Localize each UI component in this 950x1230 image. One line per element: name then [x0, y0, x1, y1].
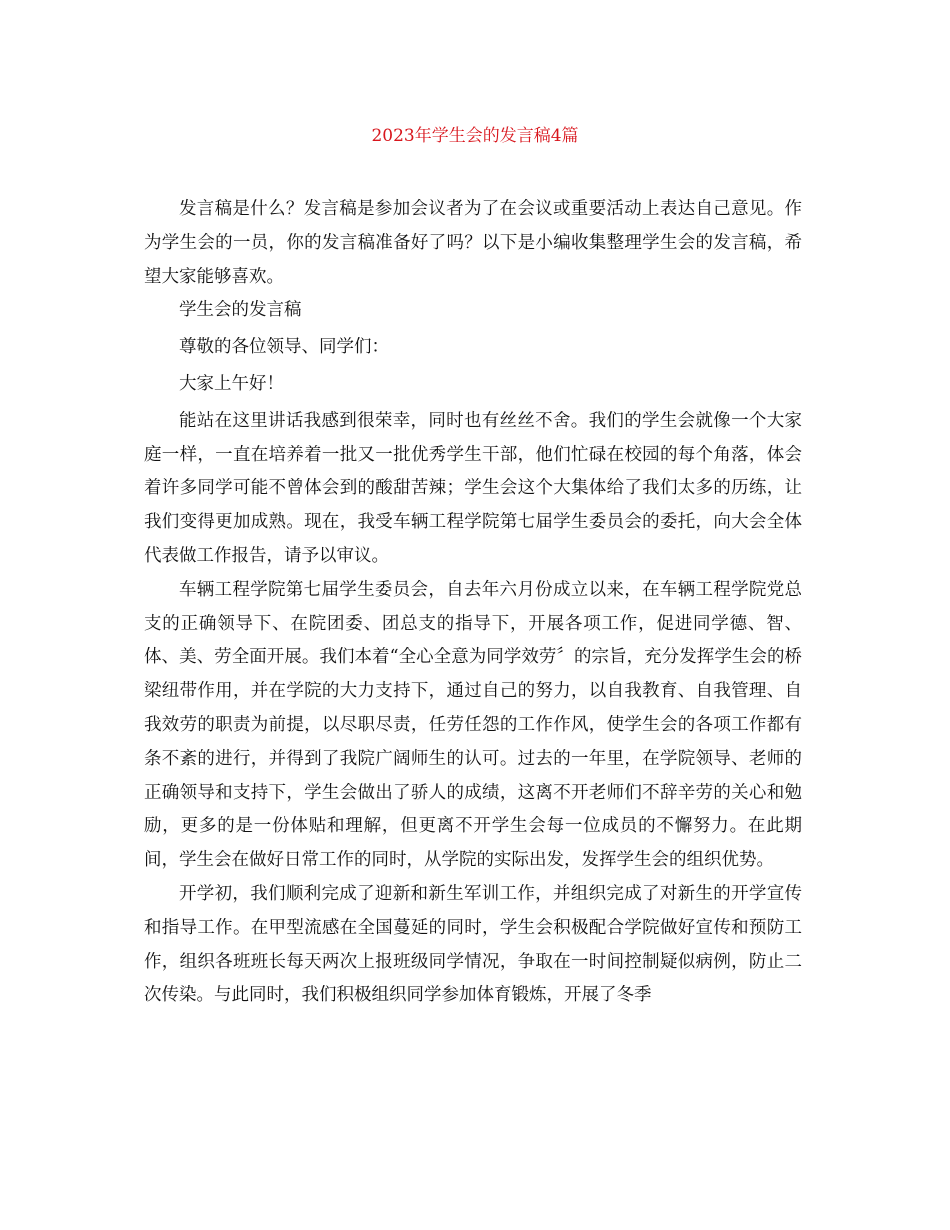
paragraph-body: 能站在这里讲话我感到很荣幸，同时也有丝丝不舍。我们的学生会就像一个大家庭一样，一直在培养着一批又一批优秀学生干部，他们忙碌在校园的每个角落，体会着许多同学可能不曾体会到的酸甜苦辣；学生会这个大集体给了我们太多的历练，让我们变得更加成熟。现在，我受车辆工程学院第七届学生委员会的委托，向大会全体代表做工作报告，请予以审议。	[144, 410, 802, 566]
document-title: 2023年学生会的发言稿4篇	[371, 126, 579, 146]
paragraph-body: 车辆工程学院第七届学生委员会，自去年六月份成立以来，在车辆工程学院党总支的正确领导下、在院团委、团总支的指导下，开展各项工作，促进同学德、智、体、美、劳全面开展。我们本着“全心全意为同学效劳〞的宗旨，充分发挥学生会的桥梁纽带作用，并在学院的大力支持下，通过自己的努力，以自我教育、自我管理、自我效劳的职责为前提，以尽职尽责，任劳任怨的工作作风，使学生会的各项工作都有条不紊的进行，并得到了我院广阔师生的认可。过去的一年里，在学院领导、老师的正确领导和支持下，学生会做出了骄人的成绩，这离不开老师们不辞辛劳的关心和勉励，更多的是一份体贴和理解，但更离不开学生会每一位成员的不懈努力。在此期间，学生会在做好日常工作的同时，从学院的实际出发，发挥学生会的组织优势。	[144, 579, 802, 871]
paragraph-greeting: 大家上午好！	[179, 373, 284, 394]
paragraph-intro: 发言稿是什么？发言稿是参加会议者为了在会议或重要活动上表达自己意见。作为学生会的一员，你的发言稿准备好了吗？以下是小编收集整理学生会的发言稿，希望大家能够喜欢。	[144, 199, 802, 287]
paragraph-salutation: 尊敬的各位领导、同学们：	[179, 337, 389, 358]
paragraph-body: 开学初，我们顺利完成了迎新和新生军训工作，并组织完成了对新生的开学宣传和指导工作。在甲型流感在全国蔓延的同时，学生会积极配合学院做好宣传和预防工作，组织各班班长每天两次上报班级同学情况，争取在一时间控制疑似病例，防止二次传染。与此同时，我们积极组织同学参加体育锻炼，开展了冬季	[144, 883, 802, 1006]
paragraph-heading: 学生会的发言稿	[179, 300, 302, 321]
document-body	[144, 193, 802, 1013]
